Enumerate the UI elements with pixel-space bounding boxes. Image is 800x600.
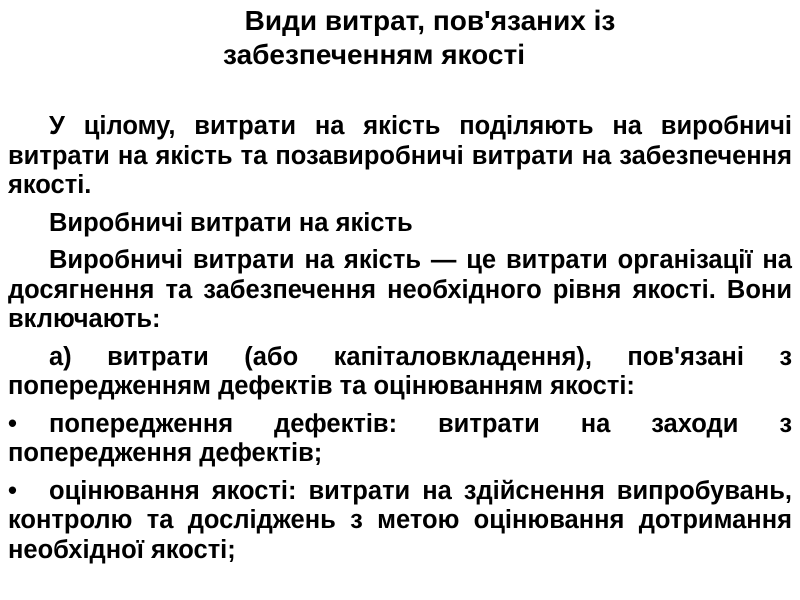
title-line-2: забезпеченням якості — [223, 39, 525, 70]
slide-body — [8, 112, 792, 573]
bullet-text: попередження дефектів: витрати на заходи з попередження дефектів; — [8, 409, 792, 467]
bullet-icon: • — [8, 409, 17, 438]
title-line-1: Види витрат, пов'язаних із — [244, 5, 616, 36]
slide-title — [150, 4, 690, 72]
bullet-icon: • — [8, 476, 17, 505]
bullet-item — [8, 410, 792, 469]
list-intro-paragraph: а) витрати (або капіталовкладення), пов'язані з попередженням дефектів та оцінюванням якості: — [8, 342, 792, 400]
definition-paragraph: Виробничі витрати на якість — це витрати організації на досягнення та забезпечення необхідного рівня якості. Вони включають: — [8, 246, 792, 333]
bullet-text: оцінювання якості: витрати на здійснення випробувань, контролю та досліджень з метою оцінювання дотримання необхідної якості; — [8, 476, 792, 564]
section-heading: Виробничі витрати на якість — [49, 208, 413, 237]
intro-paragraph: У цілому, витрати на якість поділяють на виробничі витрати на якість та позавиробничі витрати на забезпечення якості. — [8, 112, 792, 199]
bullet-item — [8, 477, 792, 566]
